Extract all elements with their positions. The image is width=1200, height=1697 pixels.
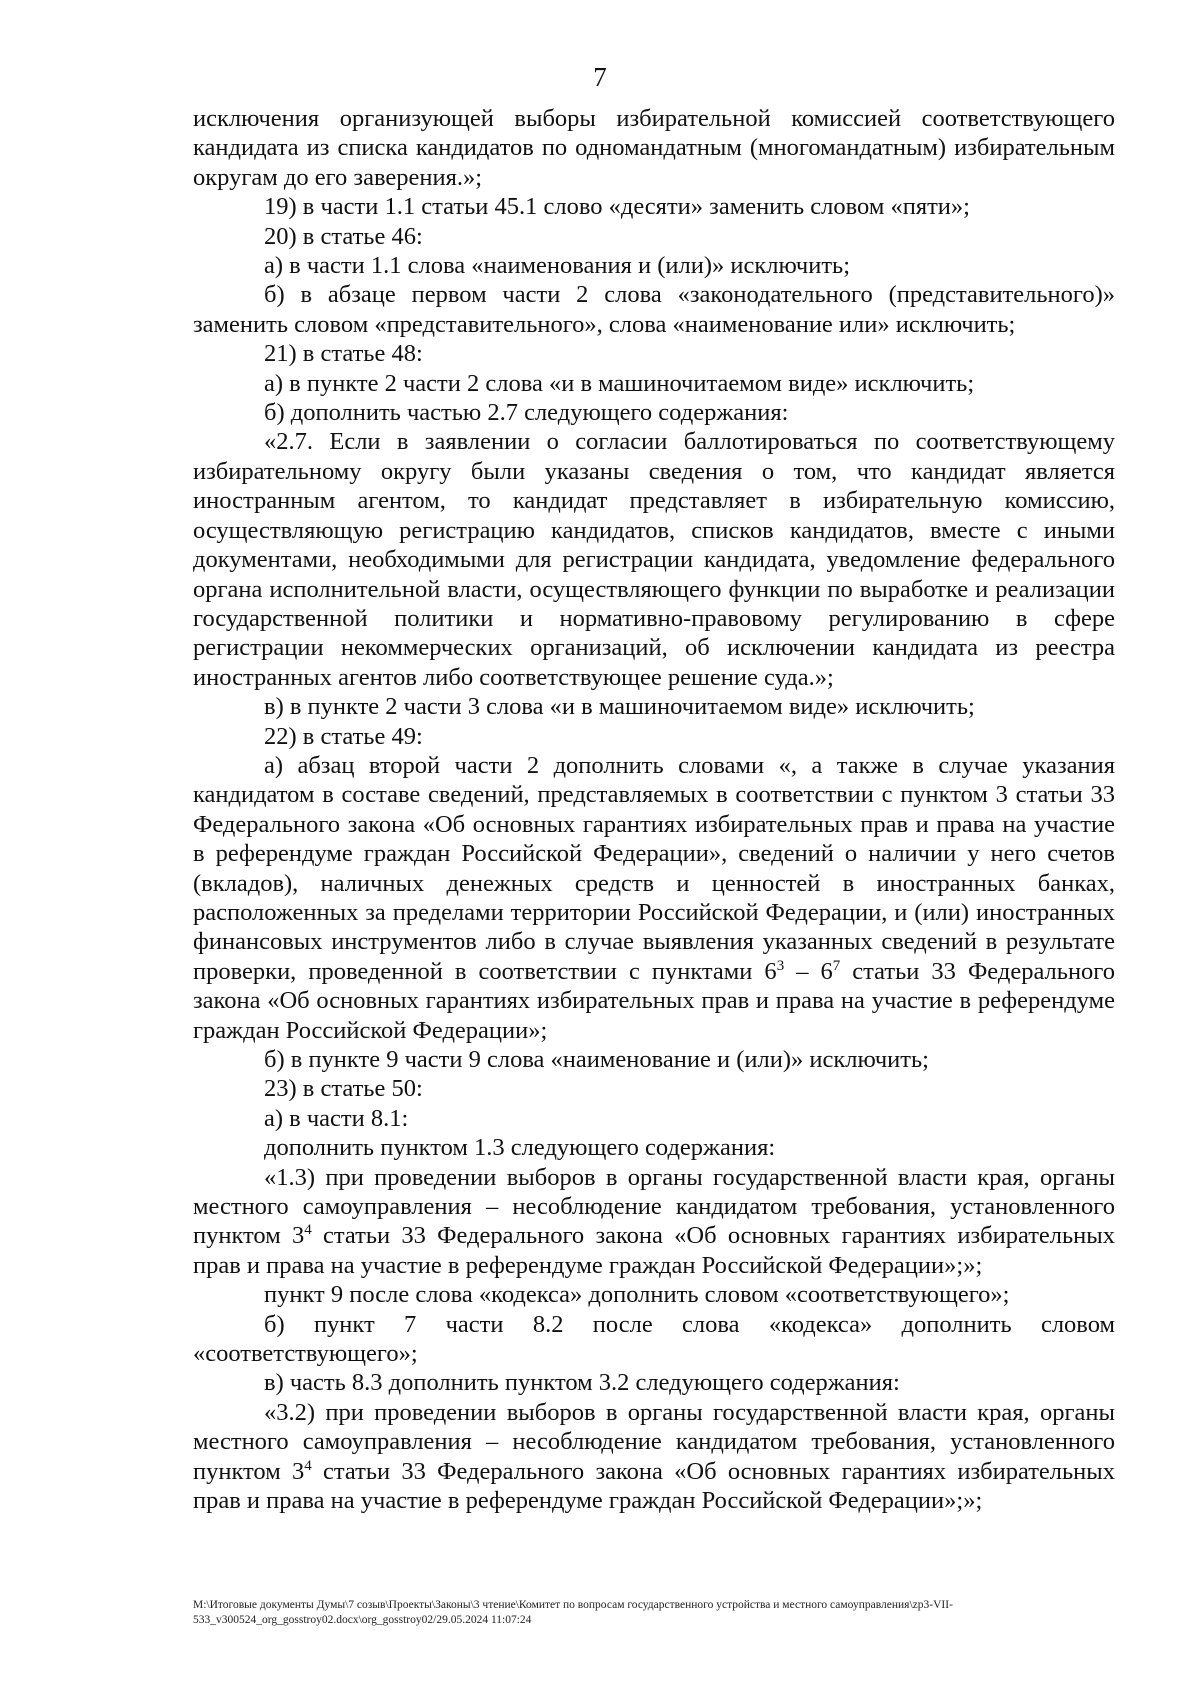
paragraph-item-23a-add: дополнить пунктом 1.3 следующего содержания: bbox=[264, 1134, 776, 1162]
paragraph-item-22a-dash: – 6 bbox=[784, 957, 833, 985]
paragraph-item-22b: б) в пункте 9 части 9 слова «наименование и (или)» исключить; bbox=[264, 1046, 929, 1073]
paragraph-item-20: 20) в статье 46: bbox=[264, 222, 423, 250]
paragraph-item-22: 22) в статье 49: bbox=[264, 722, 423, 750]
superscript: 7 bbox=[832, 957, 841, 974]
paragraph-quote-1-3-tail: статьи 33 Федерального закона «Об основных гарантиях избирательных прав и права на участие в референдуме граждан Российской Федерации»;»; bbox=[193, 1222, 1115, 1279]
paragraph-quote-2-7: «2.7. Если в заявлении о согласии баллотироваться по соответствующему избирательному округу были указаны сведения о том, что кандидат является иностранным агентом, то кандидат представляет в избирательную комиссию, осуществляющую регистрацию кандидатов, списков кандидатов, вместе с иными документами, необходимыми для регистрации кандидата, уведомление федерального органа исполнительной власти, осуществляющего функции по выработке и реализации государственной политики и нормативно-правовому регулированию в сфере регистрации некоммерческих организаций, об исключении кандидата из реестра иностранных агентов либо соответствующее решение суда.»; bbox=[193, 428, 1115, 691]
paragraph-item-23a: а) в части 8.1: bbox=[264, 1104, 409, 1132]
paragraph-item-23v: в) часть 8.3 дополнить пунктом 3.2 следующего содержания: bbox=[264, 1369, 900, 1397]
superscript: 3 bbox=[776, 957, 785, 974]
paragraph-item-22a-text: а) абзац второй части 2 дополнить словами «, а также в случае указания кандидатом в составе сведений, представляемых в соответствии с пунктом 3 статьи 33 Федерального закона «Об основных гарантиях избирательных прав и права на участие в референдуме граждан Российской Федерации», сведений о наличии у него счетов (вкладов), наличных денежных средств и ценностей в иностранных банках, расположенных за пределами территории Российской Федерации, и (или) иностранных финансовых инструментов либо в случае выявления указанных сведений в результате проверки, проведенной в соответствии с пунктами 6 bbox=[193, 751, 1115, 985]
paragraph-item-20a: а) в части 1.1 слова «наименования и (или)» исключить; bbox=[264, 252, 851, 280]
paragraph-item-21: 21) в статье 48: bbox=[264, 340, 423, 368]
page-number: 7 bbox=[593, 62, 607, 92]
paragraph-quote-3-2 bbox=[193, 1398, 1115, 1516]
paragraph-quote-3-2-text: «3.2) при проведении выборов в органы государственной власти края, органы местного самоуправления – несоблюдение кандидатом требования, установленного пунктом 3 bbox=[193, 1398, 1115, 1485]
superscript: 4 bbox=[304, 1457, 312, 1474]
paragraph-item-22a-tail: статьи 33 Федерального закона «Об основных гарантиях избирательных прав и права на участие в референдуме граждан Российской Федерации»; bbox=[193, 957, 1115, 1044]
paragraph-item-23: 23) в статье 50: bbox=[264, 1075, 423, 1103]
paragraph-item-22a bbox=[193, 751, 1115, 1045]
paragraph-quote-3-2-tail: статьи 33 Федерального закона «Об основных гарантиях избирательных прав и права на участие в референдуме граждан Российской Федерации»;»; bbox=[193, 1457, 1115, 1515]
footer-line: 533_v300524_org_gosstroy02.docx\org_gosstroy02/29.05.2024 11:07:24 bbox=[193, 1614, 532, 1626]
paragraph-item-23a-p9: пункт 9 после слова «кодекса» дополнить словом «соответствующего»; bbox=[264, 1281, 1010, 1309]
paragraph-continuation: исключения организующей выборы избирательной комиссией соответствующего кандидата из списка кандидатов по одномандатным (многомандатным) избирательным округам до его заверения.»; bbox=[193, 105, 1115, 191]
footer-line: М:\Итоговые документы Думы\7 созыв\Проекты\Законы\3 чтение\Комитет по вопросам государственного устройства и местного самоуправления\zp3-VII- bbox=[193, 1599, 953, 1611]
paragraph-item-19: 19) в части 1.1 статьи 45.1 слово «десяти» заменить словом «пяти»; bbox=[264, 193, 970, 221]
paragraph-item-21a: а) в пункте 2 части 2 слова «и в машиночитаемом виде» исключить; bbox=[264, 369, 975, 397]
superscript: 4 bbox=[304, 1222, 312, 1239]
file-path-footer bbox=[193, 1598, 1115, 1628]
paragraph-quote-1-3-text: «1.3) при проведении выборов в органы государственной власти края, органы местного самоуправления – несоблюдение кандидатом требования, установленного пунктом 3 bbox=[193, 1163, 1115, 1250]
paragraph-item-21v: в) в пункте 2 части 3 слова «и в машиночитаемом виде» исключить; bbox=[264, 693, 975, 721]
paragraph-item-23b: б) пункт 7 части 8.2 после слова «кодекса» дополнить словом «соответствующего»; bbox=[193, 1310, 1115, 1368]
document-body bbox=[193, 104, 1115, 1516]
paragraph-quote-1-3 bbox=[193, 1163, 1115, 1281]
paragraph-item-21b: б) дополнить частью 2.7 следующего содержания: bbox=[264, 399, 789, 427]
paragraph-item-20b: б) в абзаце первом части 2 слова «законодательного (представительного)» заменить словом «представительного», слова «наименование или» исключить; bbox=[193, 281, 1115, 338]
